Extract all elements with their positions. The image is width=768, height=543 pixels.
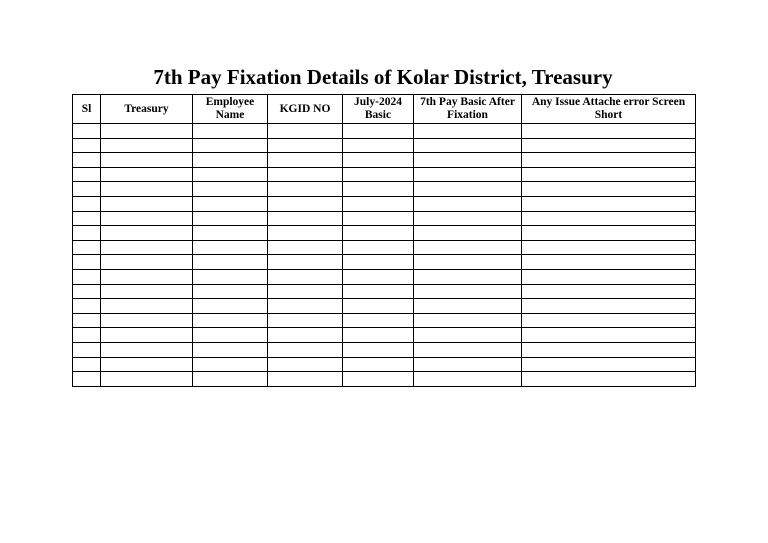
table-cell-kgid-no[interactable] bbox=[268, 342, 343, 357]
table-cell-basic-after-fixation[interactable] bbox=[414, 240, 522, 255]
table-cell-treasury[interactable] bbox=[101, 167, 193, 182]
table-cell-basic-after-fixation[interactable] bbox=[414, 138, 522, 153]
table-cell-employee-name[interactable] bbox=[193, 240, 268, 255]
table-cell-employee-name[interactable] bbox=[193, 269, 268, 284]
table-cell-basic-after-fixation[interactable] bbox=[414, 357, 522, 372]
table-row bbox=[73, 138, 696, 153]
column-header-issue-screenshot: Any Issue Attache error Screen Short bbox=[522, 95, 696, 124]
table-cell-basic-after-fixation[interactable] bbox=[414, 226, 522, 241]
table-cell-issue-screenshot[interactable] bbox=[522, 211, 696, 226]
table-cell-sl[interactable] bbox=[73, 357, 101, 372]
table-cell-sl[interactable] bbox=[73, 138, 101, 153]
table-cell-treasury[interactable] bbox=[101, 299, 193, 314]
table-cell-kgid-no[interactable] bbox=[268, 226, 343, 241]
table-cell-employee-name[interactable] bbox=[193, 138, 268, 153]
table-cell-july-2024-basic[interactable] bbox=[343, 167, 414, 182]
document-title: 7th Pay Fixation Details of Kolar District, Treasury bbox=[153, 65, 613, 89]
table-row bbox=[73, 269, 696, 284]
table-cell-basic-after-fixation[interactable] bbox=[414, 284, 522, 299]
table-cell-issue-screenshot[interactable] bbox=[522, 372, 696, 387]
table-cell-july-2024-basic[interactable] bbox=[343, 269, 414, 284]
table-cell-treasury[interactable] bbox=[101, 124, 193, 139]
table-row bbox=[73, 328, 696, 343]
table-body bbox=[73, 124, 696, 387]
table-cell-july-2024-basic[interactable] bbox=[343, 196, 414, 211]
table-cell-treasury[interactable] bbox=[101, 269, 193, 284]
table-cell-july-2024-basic[interactable] bbox=[343, 342, 414, 357]
table-cell-employee-name[interactable] bbox=[193, 211, 268, 226]
table-cell-treasury[interactable] bbox=[101, 182, 193, 197]
column-header-treasury: Treasury bbox=[101, 95, 193, 124]
table-cell-treasury[interactable] bbox=[101, 211, 193, 226]
table-cell-july-2024-basic[interactable] bbox=[343, 182, 414, 197]
table-cell-issue-screenshot[interactable] bbox=[522, 240, 696, 255]
table-cell-july-2024-basic[interactable] bbox=[343, 255, 414, 270]
table-cell-employee-name[interactable] bbox=[193, 167, 268, 182]
table-cell-employee-name[interactable] bbox=[193, 357, 268, 372]
column-header-kgid-no: KGID NO bbox=[268, 95, 343, 124]
table-cell-employee-name[interactable] bbox=[193, 299, 268, 314]
table-cell-basic-after-fixation[interactable] bbox=[414, 328, 522, 343]
table-cell-july-2024-basic[interactable] bbox=[343, 357, 414, 372]
table-cell-sl[interactable] bbox=[73, 153, 101, 168]
table-cell-kgid-no[interactable] bbox=[268, 357, 343, 372]
table-cell-kgid-no[interactable] bbox=[268, 313, 343, 328]
table-cell-basic-after-fixation[interactable] bbox=[414, 153, 522, 168]
table-cell-treasury[interactable] bbox=[101, 372, 193, 387]
table-row bbox=[73, 211, 696, 226]
table-cell-employee-name[interactable] bbox=[193, 372, 268, 387]
table-cell-basic-after-fixation[interactable] bbox=[414, 372, 522, 387]
table-cell-kgid-no[interactable] bbox=[268, 211, 343, 226]
table-cell-kgid-no[interactable] bbox=[268, 328, 343, 343]
table-cell-basic-after-fixation[interactable] bbox=[414, 211, 522, 226]
table-cell-sl[interactable] bbox=[73, 196, 101, 211]
table-cell-july-2024-basic[interactable] bbox=[343, 211, 414, 226]
table-row bbox=[73, 342, 696, 357]
table-cell-basic-after-fixation[interactable] bbox=[414, 124, 522, 139]
table-cell-employee-name[interactable] bbox=[193, 284, 268, 299]
table-cell-employee-name[interactable] bbox=[193, 124, 268, 139]
table-cell-kgid-no[interactable] bbox=[268, 167, 343, 182]
table-cell-treasury[interactable] bbox=[101, 357, 193, 372]
table-cell-kgid-no[interactable] bbox=[268, 284, 343, 299]
table-cell-employee-name[interactable] bbox=[193, 226, 268, 241]
table-cell-employee-name[interactable] bbox=[193, 328, 268, 343]
table-cell-issue-screenshot[interactable] bbox=[522, 328, 696, 343]
table-cell-kgid-no[interactable] bbox=[268, 138, 343, 153]
table-cell-employee-name[interactable] bbox=[193, 196, 268, 211]
table-cell-basic-after-fixation[interactable] bbox=[414, 313, 522, 328]
table-cell-treasury[interactable] bbox=[101, 138, 193, 153]
table-row bbox=[73, 357, 696, 372]
table-cell-issue-screenshot[interactable] bbox=[522, 255, 696, 270]
table-cell-sl[interactable] bbox=[73, 372, 101, 387]
table-cell-sl[interactable] bbox=[73, 211, 101, 226]
table-cell-treasury[interactable] bbox=[101, 255, 193, 270]
table-cell-sl[interactable] bbox=[73, 284, 101, 299]
column-header-july-2024-basic: July-2024 Basic bbox=[343, 95, 414, 124]
table-cell-sl[interactable] bbox=[73, 182, 101, 197]
table-cell-issue-screenshot[interactable] bbox=[522, 124, 696, 139]
table-cell-issue-screenshot[interactable] bbox=[522, 357, 696, 372]
table-cell-july-2024-basic[interactable] bbox=[343, 124, 414, 139]
table-cell-treasury[interactable] bbox=[101, 226, 193, 241]
table-cell-sl[interactable] bbox=[73, 269, 101, 284]
table-cell-issue-screenshot[interactable] bbox=[522, 196, 696, 211]
table-cell-treasury[interactable] bbox=[101, 342, 193, 357]
table-cell-sl[interactable] bbox=[73, 167, 101, 182]
table-cell-basic-after-fixation[interactable] bbox=[414, 269, 522, 284]
table-cell-issue-screenshot[interactable] bbox=[522, 226, 696, 241]
table-cell-employee-name[interactable] bbox=[193, 342, 268, 357]
table-cell-issue-screenshot[interactable] bbox=[522, 313, 696, 328]
table-row bbox=[73, 153, 696, 168]
table-cell-basic-after-fixation[interactable] bbox=[414, 196, 522, 211]
table-row bbox=[73, 313, 696, 328]
table-cell-employee-name[interactable] bbox=[193, 313, 268, 328]
table-cell-employee-name[interactable] bbox=[193, 153, 268, 168]
table-cell-issue-screenshot[interactable] bbox=[522, 284, 696, 299]
table-cell-employee-name[interactable] bbox=[193, 255, 268, 270]
table-cell-treasury[interactable] bbox=[101, 153, 193, 168]
table-row bbox=[73, 196, 696, 211]
table-header-row bbox=[73, 95, 696, 124]
table-cell-treasury[interactable] bbox=[101, 313, 193, 328]
table-row bbox=[73, 240, 696, 255]
table-cell-july-2024-basic[interactable] bbox=[343, 153, 414, 168]
table-cell-kgid-no[interactable] bbox=[268, 153, 343, 168]
table-cell-basic-after-fixation[interactable] bbox=[414, 255, 522, 270]
table-row bbox=[73, 226, 696, 241]
table-cell-sl[interactable] bbox=[73, 313, 101, 328]
table-row bbox=[73, 182, 696, 197]
table-cell-employee-name[interactable] bbox=[193, 182, 268, 197]
table-cell-july-2024-basic[interactable] bbox=[343, 313, 414, 328]
table-cell-sl[interactable] bbox=[73, 240, 101, 255]
table-cell-july-2024-basic[interactable] bbox=[343, 299, 414, 314]
table-cell-treasury[interactable] bbox=[101, 284, 193, 299]
table-cell-kgid-no[interactable] bbox=[268, 124, 343, 139]
table-cell-issue-screenshot[interactable] bbox=[522, 167, 696, 182]
table-cell-july-2024-basic[interactable] bbox=[343, 284, 414, 299]
table-cell-sl[interactable] bbox=[73, 299, 101, 314]
table-cell-issue-screenshot[interactable] bbox=[522, 153, 696, 168]
table-cell-basic-after-fixation[interactable] bbox=[414, 167, 522, 182]
table-cell-july-2024-basic[interactable] bbox=[343, 372, 414, 387]
table-cell-kgid-no[interactable] bbox=[268, 182, 343, 197]
table-cell-july-2024-basic[interactable] bbox=[343, 138, 414, 153]
table-row bbox=[73, 372, 696, 387]
table-cell-basic-after-fixation[interactable] bbox=[414, 182, 522, 197]
table-cell-sl[interactable] bbox=[73, 255, 101, 270]
column-header-sl: Sl bbox=[73, 95, 101, 124]
table-row bbox=[73, 124, 696, 139]
table-cell-sl[interactable] bbox=[73, 226, 101, 241]
table-row bbox=[73, 284, 696, 299]
table-cell-issue-screenshot[interactable] bbox=[522, 299, 696, 314]
table-cell-issue-screenshot[interactable] bbox=[522, 182, 696, 197]
table-cell-kgid-no[interactable] bbox=[268, 372, 343, 387]
table-cell-basic-after-fixation[interactable] bbox=[414, 342, 522, 357]
table-cell-treasury[interactable] bbox=[101, 328, 193, 343]
table-cell-kgid-no[interactable] bbox=[268, 299, 343, 314]
table-cell-kgid-no[interactable] bbox=[268, 269, 343, 284]
table-cell-july-2024-basic[interactable] bbox=[343, 226, 414, 241]
fixation-details-table bbox=[72, 94, 696, 387]
table-cell-sl[interactable] bbox=[73, 328, 101, 343]
table-row bbox=[73, 299, 696, 314]
column-header-employee-name: Employee Name bbox=[193, 95, 268, 124]
table-row bbox=[73, 255, 696, 270]
table-cell-issue-screenshot[interactable] bbox=[522, 342, 696, 357]
table-cell-kgid-no[interactable] bbox=[268, 255, 343, 270]
table-cell-basic-after-fixation[interactable] bbox=[414, 299, 522, 314]
column-header-basic-after-fixation: 7th Pay Basic After Fixation bbox=[414, 95, 522, 124]
table-cell-july-2024-basic[interactable] bbox=[343, 328, 414, 343]
table-cell-kgid-no[interactable] bbox=[268, 240, 343, 255]
table-cell-sl[interactable] bbox=[73, 124, 101, 139]
table-cell-issue-screenshot[interactable] bbox=[522, 138, 696, 153]
table-cell-kgid-no[interactable] bbox=[268, 196, 343, 211]
table-cell-treasury[interactable] bbox=[101, 196, 193, 211]
table-cell-july-2024-basic[interactable] bbox=[343, 240, 414, 255]
table-cell-treasury[interactable] bbox=[101, 240, 193, 255]
table-cell-sl[interactable] bbox=[73, 342, 101, 357]
table-cell-issue-screenshot[interactable] bbox=[522, 269, 696, 284]
table-row bbox=[73, 167, 696, 182]
